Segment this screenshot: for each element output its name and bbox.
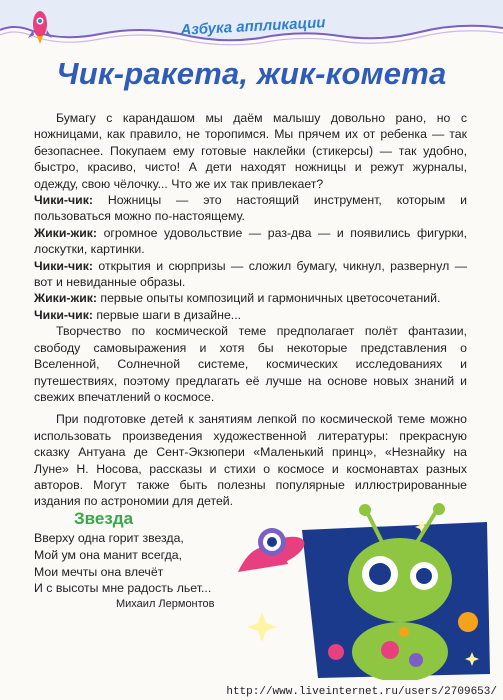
rocket-logo-icon (20, 6, 60, 46)
dialogue-line (34, 192, 467, 225)
poem-body (34, 530, 244, 597)
poem-line: Вверху одна горит звезда, (34, 531, 184, 545)
dialogue-line (34, 258, 467, 291)
poem-line: И с высоты мне радость льет... (34, 581, 212, 596)
dialogue-text: Ножницы — это настоящий инструмент, которым и пользоваться можно по-настоящему. (34, 193, 467, 224)
dialogue-line (34, 290, 467, 306)
poem-author: Михаил Лермонтов (116, 598, 215, 610)
dialogue-line (34, 307, 467, 323)
dialogue-line (34, 225, 467, 258)
footer-url: http://www.liveinternet.ru/users/2709653/ (226, 686, 497, 698)
literature-paragraph: При подготовке детей к занятиям лепкой по космической теме можно использовать произведения художественной литературы: прекрасную сказку Антуана де Сент-Экзюпери «Маленький принц», «Незнайку на Луне» Н. Носова, рассказы и стихи о космосе и космонавтах разных авторов. Могут также быть полезны популярные иллюстрированные издания по астрономии для детей. (34, 412, 467, 509)
dialogue-speaker: Жики-жик: (34, 225, 98, 240)
dialogue-speaker: Чики-чик: (34, 307, 93, 322)
dialogue-text: первые шаги в дизайне... (92, 307, 242, 322)
dialogue-text: первые опыты композиций и гармоничных цветосочетаний. (97, 291, 441, 306)
dialogue-speaker: Чики-чик: (34, 258, 93, 273)
ufo-icon (238, 528, 308, 574)
planet-icon (328, 644, 344, 660)
dialogue-speaker: Чики-чик: (34, 193, 93, 208)
article-body (34, 110, 467, 510)
section-label: Азбука аппликации (180, 14, 326, 39)
space-alien-illustration (232, 502, 492, 680)
dialogue-text: открытия и сюрпризы — сложил бумагу, чикнул, развернул — вот и невиданные образы. (34, 258, 467, 290)
poem-title: Звезда (74, 509, 134, 528)
dialogue-text: огромное удовольствие — раз-два — и появились фигурки, лоскутки, картинки. (34, 225, 467, 257)
intro-paragraph: Бумагу с карандашом мы даём малышу довольно рано, но с ножницами, как правило, не торопимся. Мы прячем их от ребенка — так безопаснее. Покупаем ему готовые наклейки (стикерсы) — так удобно, быстро, красиво, чисто! А дети находят ножницы и режут журналы, одежду, свою чёлочку... Что же их так привлекает? (34, 111, 467, 191)
page-title: Чик-ракета, жик-комета (56, 56, 447, 91)
dialogue-speaker: Жики-жик: (34, 291, 98, 306)
space-paragraph: Творчество по космической теме предполагает полёт фантазии, свободу самовыражения и хотя бы некоторые представления о Вселенной, Солнечной системе, космических исследованиях и путешествиях, поэтому предлагать её лучше на основе новых знаний и свежих впечатлений о космосе. (34, 324, 467, 404)
planet-icon (458, 612, 478, 632)
poem-line: Мой ум она манит всегда, (34, 547, 183, 562)
poem-line: Мои мечты она влечёт (34, 564, 164, 579)
